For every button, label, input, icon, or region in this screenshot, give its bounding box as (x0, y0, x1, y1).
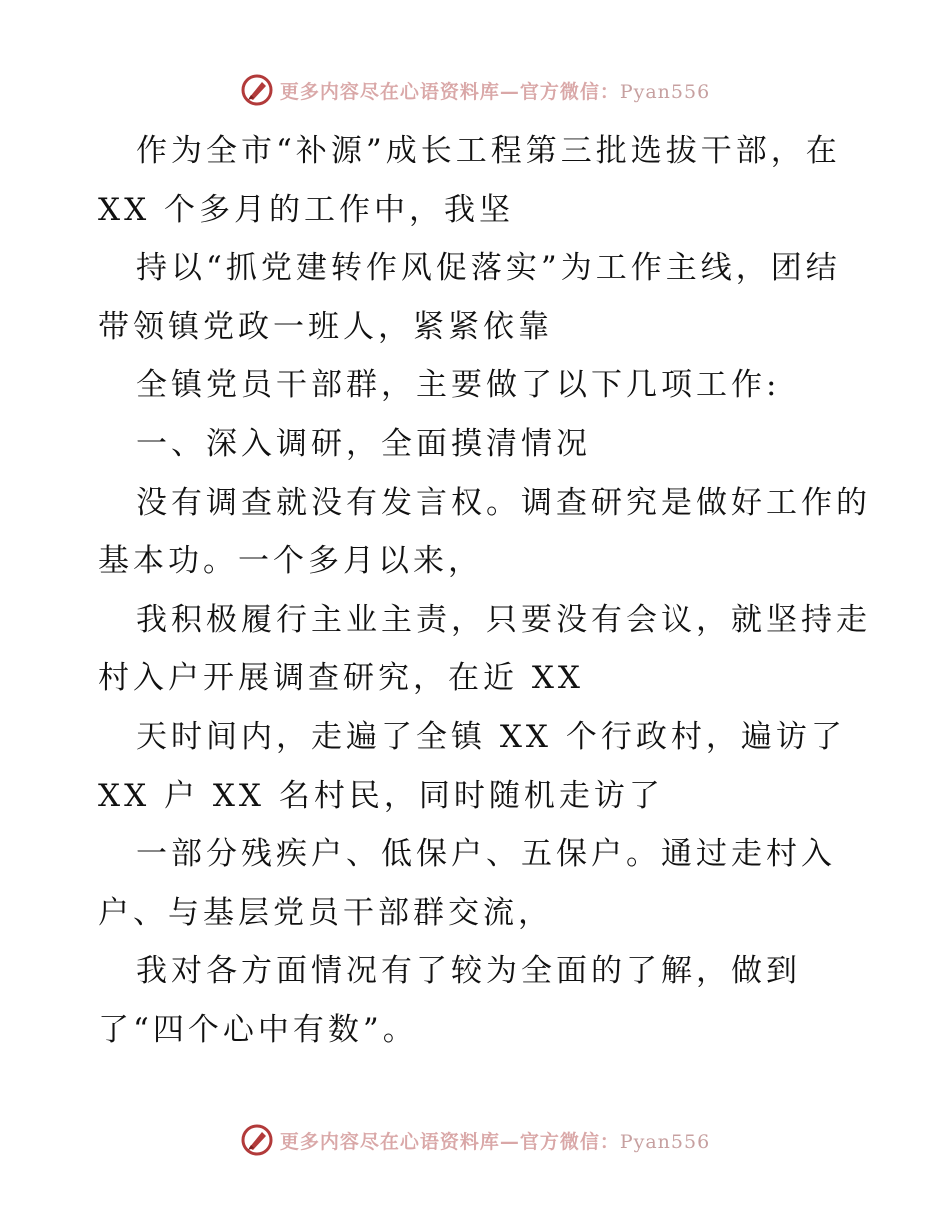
body-line-15: 我对各方面情况有了较为全面的了解，做到 (136, 953, 801, 990)
body-line-1: 作为全市“补源”成长工程第三批选拔干部，在 (136, 133, 841, 169)
body-line-5: 全镇党员干部群，主要做了以下几项工作: (136, 367, 781, 404)
body-line-12: XX 户 XX 名村民，同时随机走访了 (98, 777, 664, 814)
body-line-8: 基本功。一个多月以来， (98, 543, 483, 580)
pen-nib-logo-icon (240, 73, 274, 107)
footer-wechat-id: Pyan556 (619, 1130, 711, 1153)
section-heading: 一、深入调研，全面摸清情况 (136, 425, 591, 462)
footer-banner-label: 更多内容尽在心语资料库—官方微信： (279, 1130, 620, 1153)
header-banner (0, 70, 950, 110)
body-line-16: 了“四个心中有数”。 (98, 1011, 418, 1048)
body-line-7: 没有调查就没有发言权。调查研究是做好工作的 (136, 484, 871, 521)
body-line-2: XX 个多月的工作中，我坚 (98, 191, 514, 228)
footer-banner (0, 1120, 950, 1160)
body-line-9: 我积极履行主业主责，只要没有会议，就坚持走 (136, 601, 871, 638)
body-line-4: 带领镇党政一班人，紧紧依靠 (98, 308, 553, 345)
body-line-10: 村入户开展调查研究，在近 XX (98, 660, 584, 697)
body-line-11: 天时间内，走遍了全镇 XX 个行政村，遍访了 (136, 718, 846, 755)
header-wechat-id: Pyan556 (619, 80, 711, 103)
footer-banner-text (280, 1127, 710, 1154)
body-line-13: 一部分残疾户、低保户、五保户。通过走村入 (136, 836, 836, 873)
pen-nib-logo-icon (240, 1123, 274, 1157)
body-line-3: 持以“抓党建转作风促落实”为工作主线，团结 (136, 250, 841, 287)
body-line-14: 户、与基层党员干部群交流， (98, 894, 553, 931)
document-body (98, 122, 871, 1060)
header-banner-label: 更多内容尽在心语资料库—官方微信： (279, 80, 620, 103)
header-banner-text (280, 77, 710, 104)
